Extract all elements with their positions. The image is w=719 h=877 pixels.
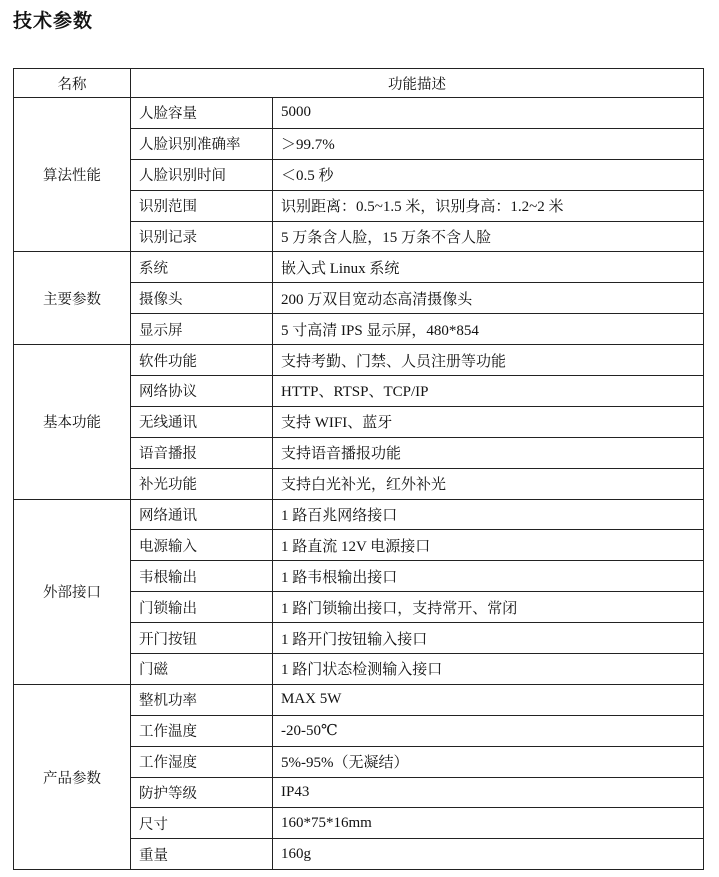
spec-item: 无线通讯 xyxy=(131,406,273,437)
spec-item: 电源输入 xyxy=(131,530,273,561)
group-label: 算法性能 xyxy=(14,98,131,252)
group-label: 外部接口 xyxy=(14,499,131,684)
spec-item: 尺寸 xyxy=(131,808,273,839)
spec-value: 1 路开门按钮输入接口 xyxy=(273,623,704,654)
spec-value: 识别距离：0.5~1.5 米，识别身高：1.2~2 米 xyxy=(273,190,704,221)
spec-item: 网络协议 xyxy=(131,376,273,407)
spec-value: 支持白光补光，红外补光 xyxy=(273,468,704,499)
spec-item: 摄像头 xyxy=(131,283,273,314)
spec-item: 人脸识别准确率 xyxy=(131,128,273,159)
spec-item: 显示屏 xyxy=(131,314,273,345)
spec-value: 1 路韦根输出接口 xyxy=(273,561,704,592)
spec-value: ＞99.7% xyxy=(273,128,704,159)
spec-item: 重量 xyxy=(131,839,273,870)
spec-value: 支持考勤、门禁、人员注册等功能 xyxy=(273,345,704,376)
spec-value: 嵌入式 Linux 系统 xyxy=(273,252,704,283)
spec-item: 整机功率 xyxy=(131,684,273,715)
spec-value: 支持 WIFI、蓝牙 xyxy=(273,406,704,437)
header-name: 名称 xyxy=(14,69,131,98)
spec-item: 人脸容量 xyxy=(131,98,273,129)
header-description: 功能描述 xyxy=(131,69,704,98)
table-row xyxy=(14,252,704,283)
spec-item: 韦根输出 xyxy=(131,561,273,592)
spec-value: -20-50℃ xyxy=(273,715,704,746)
spec-item: 防护等级 xyxy=(131,777,273,808)
spec-value: HTTP、RTSP、TCP/IP xyxy=(273,376,704,407)
spec-item: 软件功能 xyxy=(131,345,273,376)
spec-value: 支持语音播报功能 xyxy=(273,437,704,468)
spec-value: 160*75*16mm xyxy=(273,808,704,839)
spec-item: 识别记录 xyxy=(131,221,273,252)
spec-item: 工作温度 xyxy=(131,715,273,746)
spec-value: 5%-95%（无凝结） xyxy=(273,746,704,777)
spec-value: 160g xyxy=(273,839,704,870)
table-row xyxy=(14,345,704,376)
spec-value: MAX 5W xyxy=(273,684,704,715)
spec-item: 工作湿度 xyxy=(131,746,273,777)
group-label: 产品参数 xyxy=(14,684,131,869)
table-row xyxy=(14,98,704,129)
spec-value: 1 路百兆网络接口 xyxy=(273,499,704,530)
spec-value: 5 寸高清 IPS 显示屏，480*854 xyxy=(273,314,704,345)
spec-item: 门磁 xyxy=(131,654,273,685)
spec-value: 5 万条含人脸，15 万条不含人脸 xyxy=(273,221,704,252)
spec-table xyxy=(13,68,704,870)
spec-item: 系统 xyxy=(131,252,273,283)
spec-item: 门锁输出 xyxy=(131,592,273,623)
spec-value: IP43 xyxy=(273,777,704,808)
spec-item: 人脸识别时间 xyxy=(131,159,273,190)
spec-table-body xyxy=(14,98,704,870)
table-row xyxy=(14,499,704,530)
spec-value: 1 路门状态检测输入接口 xyxy=(273,654,704,685)
spec-item: 补光功能 xyxy=(131,468,273,499)
spec-item: 网络通讯 xyxy=(131,499,273,530)
spec-item: 语音播报 xyxy=(131,437,273,468)
header-row xyxy=(14,69,704,98)
group-label: 基本功能 xyxy=(14,345,131,499)
spec-value: 1 路门锁输出接口，支持常开、常闭 xyxy=(273,592,704,623)
table-row xyxy=(14,684,704,715)
spec-value: 1 路直流 12V 电源接口 xyxy=(273,530,704,561)
page-title: 技术参数 xyxy=(13,10,94,32)
spec-value: 200 万双目宽动态高清摄像头 xyxy=(273,283,704,314)
spec-value: ＜0.5 秒 xyxy=(273,159,704,190)
spec-item: 开门按钮 xyxy=(131,623,273,654)
spec-value: 5000 xyxy=(273,98,704,129)
spec-item: 识别范围 xyxy=(131,190,273,221)
group-label: 主要参数 xyxy=(14,252,131,345)
